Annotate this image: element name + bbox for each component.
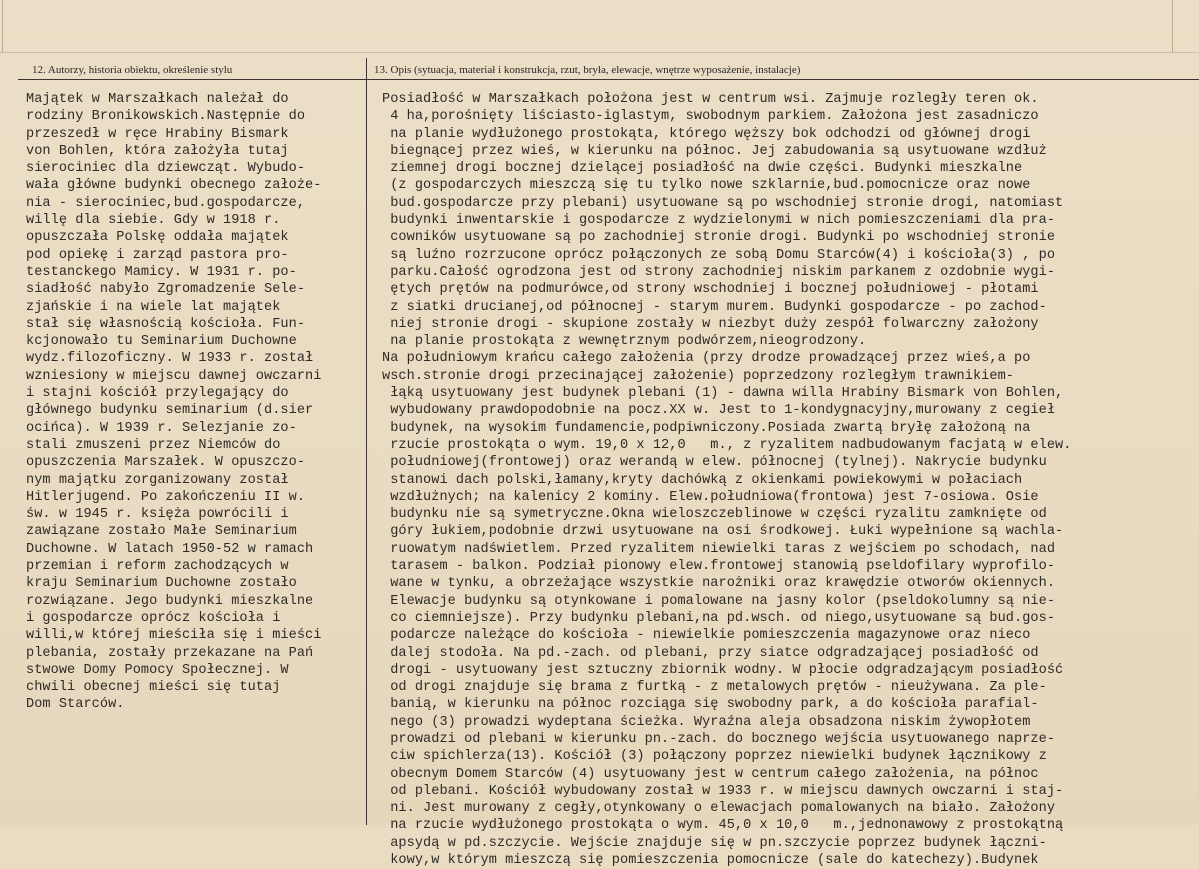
description-text-line: nego (3) prowadzi wydeptana ścieżka. Wyraźna aleja obsadzona niskim żywopłotem <box>382 714 1031 730</box>
right-column-header: 13. Opis (sytuacja, materiał i konstrukcja, rzut, bryła, elewacje, wnętrze wyposażenie, instalacje) <box>374 64 801 76</box>
history-text-line: kraju Seminarium Duchowne zostało <box>26 576 297 592</box>
card-top-strip <box>0 0 1199 53</box>
strip-divider <box>2 0 3 52</box>
history-text-line: plebania, zostały przekazane na Pań <box>26 645 314 661</box>
history-text-line: von Bohlen, która założyła tutaj <box>26 143 289 159</box>
description-text-line: ziemnej drogi bocznej dzielącej posiadłość na dwie części. Budynki mieszkalne <box>382 161 1023 177</box>
description-text-line: 4 ha,porośnięty liściasto-iglastym, swobodnym parkiem. Założona jest zasadniczo <box>382 109 1039 125</box>
history-text-line: pod opiekę i zarząd pastora pro- <box>26 247 289 263</box>
description-text-line: niej stronie drogi - skupione zostały w niezbyt duży zespół folwarczny założony <box>382 316 1039 332</box>
description-text-line: są luźno rozrzucone oprócz połączonych ze sobą Domu Starców(4) i kościoła(3) , po <box>382 247 1056 263</box>
history-text-line: siadłość nabyło Zgromadzenie Sele- <box>26 282 306 298</box>
history-text-line: testanckego Mamicy. W 1931 r. po- <box>26 264 297 280</box>
left-column-header: 12. Autorzy, historia obiektu, określenie stylu <box>32 64 233 76</box>
description-text-line: Na południowym krańcu całego założenia (przy drodze prowadzącej przez wieś,a po <box>382 351 1031 367</box>
description-text-line: wybudowany prawdopodobnie na pocz.XX w. Jest to 1-kondygnacyjny,murowany z cegieł <box>382 403 1056 419</box>
history-text-line: wała główne budynki obecnego założe- <box>26 178 322 194</box>
description-text-line: wzdłużnych; na kalenicy 2 kominy. Elew.południowa(frontowa) jest 7-osiowa. Osie <box>382 489 1039 505</box>
history-text-line: sierociniec dla dziewcząt. Wybudo- <box>26 161 306 177</box>
description-text-line: na rzucie wydłużonego prostokąta o wym. 45,0 x 10,0 m.,jednonawowy z prostokątną <box>382 818 1064 834</box>
description-text-line: od plebani. Kościół wybudowany został w 1933 r. w miejscu dawnych owczarni i staj- <box>382 783 1064 799</box>
history-text-line: Dom Starców. <box>26 697 125 713</box>
history-text-line: chwili obecnej mieści się tutaj <box>26 680 281 696</box>
history-text-line: wzniesiony w miejscu dawnej owczarni <box>26 368 322 384</box>
description-text-line: ętych prętów na podmurówce,od strony wschodniej i bocznej południowej - płotami <box>382 282 1039 298</box>
description-text-line: wane w tynku, a obrzeżające wszystkie narożniki oraz krawędzie otworów okiennych. <box>382 576 1056 592</box>
description-text-line: na planie wydłużonego prostokąta, którego węższy bok odchodzi od głównej drogi <box>382 126 1031 142</box>
description-text-line: kowy,w którym mieszczą się pomieszczenia pomocnicze (sale do katechezy).Budynek <box>382 853 1039 869</box>
history-text-line: Majątek w Marszałkach należał do <box>26 92 289 107</box>
description-text-line: parku.Całość ogrodzona jest od strony zachodniej niskim parkanem z ozdobnie wygi- <box>382 264 1056 280</box>
history-text-line: nym majątku zorganizowany został <box>26 472 289 488</box>
history-text-line: i gospodarcze oprócz kościoła i <box>26 610 281 626</box>
description-text-line: wsch.stronie drogi przecinającej założenie) poprzedzony rozległym trawnikiem- <box>382 368 1014 384</box>
column-divider <box>366 58 367 825</box>
description-text-line: Posiadłość w Marszałkach położona jest w centrum wsi. Zajmuje rozległy teren ok. <box>382 92 1039 107</box>
history-text-line: kcjonowało tu Seminarium Duchowne <box>26 334 297 350</box>
description-text-line: rzucie prostokąta o wym. 19,0 x 12,0 m., z ryzalitem nadbudowanym facjatą w elew. <box>382 437 1072 453</box>
description-text-line: (z gospodarczych mieszczą się tu tylko nowe szklarnie,bud.pomocnicze oraz nowe <box>382 178 1031 194</box>
description-text-line: prowadzi od plebani w kierunku pn.-zach. do bocznego wejścia usytuowanego naprze- <box>382 731 1056 747</box>
description-text-line: bud.gospodarcze przy plebani) usytuowane są po wschodniej stronie drogi, natomiast <box>382 195 1064 211</box>
description-text-line: ciw spichlerza(13). Kościół (3) połączony poprzez niewielki budynek łącznikowy z <box>382 749 1047 765</box>
history-text-line: ocińca). W 1939 r. Selezjanie zo- <box>26 420 297 436</box>
description-text-line: ni. Jest murowany z cegły,otynkowany o elewacjach pomalowanych na biało. Założony <box>382 801 1056 817</box>
description-text-line: tarasem - balkon. Podział pionowy elew.frontowej stanowią pseldofilary wyprofilo- <box>382 559 1056 575</box>
description-text-line: cowników usytuowane są po zachodniej stronie drogi. Budynki po wschodniej stronie <box>382 230 1056 246</box>
history-text-line: willę dla siebie. Gdy w 1918 r. <box>26 213 281 229</box>
history-text-line: opuszczenia Marszałek. W opuszczo- <box>26 455 306 471</box>
description-text-line: banią, w kierunku na północ rozciąga się swobodny park, a do kościoła parafial- <box>382 697 1039 713</box>
history-text-line: przeszedł w ręce Hrabiny Bismark <box>26 126 289 142</box>
history-text-line: opuszczała Polskę oddała majątek <box>26 230 289 246</box>
description-text-line: ruowatym nadświetlem. Przed ryzalitem niewielki taras z wejściem po schodach, nad <box>382 541 1056 557</box>
description-text-line: od drogi znajduje się brama z furtką - z metalowych prętów - nieużywana. Za ple- <box>382 680 1047 696</box>
description-text-line: apsydą w pd.szczycie. Wejście znajduje się w pn.szczycie poprzez budynek łączni- <box>382 835 1047 851</box>
description-text-line: co ciemniejsze). Przy budynku plebani,na pd.wsch. od niego,usytuowane są bud.gos- <box>382 610 1056 626</box>
history-text-line: willi,w której mieściła się i mieści <box>26 628 322 644</box>
description-text-line: Elewacje budynku są otynkowane i pomalowane na jasny kolor (pseldokolumny są nie- <box>382 593 1056 609</box>
history-text-line: Hitlerjugend. Po zakończeniu II w. <box>26 489 306 505</box>
description-text-line: podarcze należące do kościoła - niewielkie pomieszczenia magazynowe oraz nieco <box>382 628 1031 644</box>
description-text-line: na planie prostokąta z wewnętrznym podwórzem,nieogrodzony. <box>382 334 867 350</box>
description-text-line: z siatki drucianej,od północnej - starym murem. Budynki gospodarcze - po zachod- <box>382 299 1047 315</box>
history-text-line: zawiązane zostało Małe Seminarium <box>26 524 297 540</box>
history-text-line: przemian i reform zachodzących w <box>26 559 289 575</box>
description-text-line: góry łukiem,podobnie drzwi usytuowane na osi środkowej. Łuki wypełnione są wachla- <box>382 524 1064 540</box>
history-text-line: zjańskie i na wiele lat majątek <box>26 299 281 315</box>
history-text-line: św. w 1945 r. księża powrócili i <box>26 507 289 523</box>
history-text-line: stwowe Domy Pomocy Społecznej. W <box>26 662 289 678</box>
history-text-line: wydz.filozoficzny. W 1933 r. został <box>26 351 314 367</box>
history-text-line: rozwiązane. Jego budynki mieszkalne <box>26 593 314 609</box>
strip-divider <box>1172 0 1173 52</box>
description-text-line: biegnącej przez wieś, w kierunku na północ. Jej zabudowania są usytuowane wzdłuż <box>382 143 1047 159</box>
history-text-column <box>26 91 366 714</box>
history-text-line: Duchowne. W latach 1950-52 w ramach <box>26 541 314 557</box>
history-text-line: nia - sierociniec,bud.gospodarcze, <box>26 195 306 211</box>
header-rule <box>18 79 1199 80</box>
history-text-line: stał się własnością kościoła. Fun- <box>26 316 306 332</box>
history-text-line: i stajni kościół przylegający do <box>26 386 289 402</box>
history-text-line: stali zmuszeni przez Niemców do <box>26 437 281 453</box>
description-text-line: dalej stodoła. Na pd.-zach. od plebani, przy siatce odgradzającej posiadłość od <box>382 645 1039 661</box>
history-text-line: rodziny Bronikowskich.Następnie do <box>26 109 306 125</box>
description-text-line: południowej(frontowej) oraz werandą w elew. północnej (tylnej). Nakrycie budynku <box>382 455 1047 471</box>
description-text-column <box>382 91 1197 869</box>
description-text-line: łąką usytuowany jest budynek plebani (1) - dawna willa Hrabiny Bismark von Bohlen, <box>382 386 1064 402</box>
description-text-line: obecnym Domem Starców (4) usytuowany jest w centrum całego założenia, na północ <box>382 766 1039 782</box>
description-text-line: budynek, na wysokim fundamencie,podpiwniczony.Posiada zwartą bryłę założoną na <box>382 420 1031 436</box>
history-text-line: głównego budynku seminarium (d.sier <box>26 403 314 419</box>
description-text-line: drogi - usytuowany jest sztuczny zbiornik wodny. W płocie odgradzającym posiadłość <box>382 662 1064 678</box>
description-text-line: stanowi dach polski,łamany,kryty dachówką z okienkami powiekowymi w połaciach <box>382 472 1023 488</box>
description-text-line: budynki inwentarskie i gospodarcze z wydzielonymi w nich pomieszczeniami dla pra- <box>382 213 1056 229</box>
description-text-line: budynku nie są symetryczne.Okna wieloszczeblinowe w części ryzalitu zamknięte od <box>382 507 1047 523</box>
